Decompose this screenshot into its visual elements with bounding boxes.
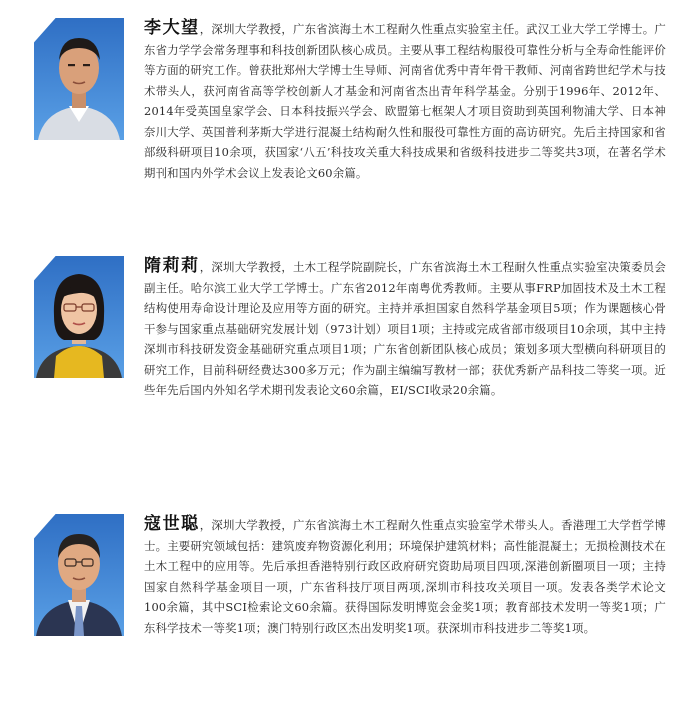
bio-paragraph: ，深圳大学教授，土木工程学院副院长，广东省滨海土木工程耐久性重点实验室决策委员会副主任。哈尔滨工业大学工学博士。广东省2012年南粤优秀教师。主要从事FRP加固技术及土木工程结构使用寿命设计理论及应用等方面的研究。主持并承担国家自然科学基金项目5项；作为课题核心骨干参与国家重点基础研究发展计划（973计划）项目1项；主持或完成省部市级项目10余项，其中主持深圳市科技研发资金基础研究重点项目1项；广东省创新团队核心成员；策划多项大型横向科研项目的研究工作，目前科研经费达300多万元；作为副主编编写教材一部；获优秀新产品科技二等奖一项。近些年先后国内外知名学术期刊发表论文60余篇，EI/SCI收录20余篇。: [144, 260, 667, 397]
man-in-suit-portrait-icon: [34, 514, 124, 636]
bio-paragraph: ，深圳大学教授，广东省滨海土木工程耐久性重点实验室学术带头人。香港理工大学哲学博士。主要研究领域包括：建筑废弃物资源化利用；环境保护建筑材料；高性能混凝土；无损检测技术在土木工程中的应用等。先后承担香港特别行政区政府研究资助局项目四项,深港创新圈项目一项；主持国家自然科学基金项目一项，广东省科技厅项目两项,深圳市科技攻关项目一项。发表各类学术论文100余篇，其中SCI检索论文60余篇。获得国际发明博览会金奖1项；教育部技术发明一等奖1项；广东科学技术一等奖1项；澳门特别行政区杰出发明奖1项。获深圳市科技进步二等奖1项。: [144, 518, 667, 635]
portrait-photo: [34, 256, 124, 378]
person-name: 隋莉莉: [144, 256, 200, 276]
bio-text: [144, 256, 666, 401]
portrait-photo: [34, 18, 124, 140]
person-name: 寇世聪: [144, 514, 200, 534]
person-name: 李大望: [144, 18, 200, 38]
bio-text: [144, 514, 666, 638]
bio-text: [144, 18, 666, 183]
bio-paragraph: ，深圳大学教授，广东省滨海土木工程耐久性重点实验室主任。武汉工业大学工学博士。广东省力学学会常务理事和科技创新团队核心成员。主要从事工程结构服役可靠性分析与全寿命性能评价等方面的研究工作。曾获批郑州大学博士生导师、河南省优秀中青年骨干教师、河南省跨世纪学术与技术带头人，获河南省高等学校创新人才基金和河南省杰出青年科学基金。分别于1996年、2012年、2014年受英国皇家学会、日本科技振兴学会、欧盟第七框架人才项目资助到英国利物浦大学、日本神奈川大学、英国普利茅斯大学进行混凝土结构耐久性和服役可靠性方面的高访研究。先后主持国家和省部级科研项目10余项，获国家‘八五’科技攻关重大科技成果和省级科技进步二等奖共3项，在著名学术期刊和国内外学术会议上发表论文60余篇。: [144, 22, 667, 180]
woman-portrait-icon: [34, 256, 124, 378]
man-portrait-icon: [34, 18, 124, 140]
portrait-photo: [34, 514, 124, 636]
